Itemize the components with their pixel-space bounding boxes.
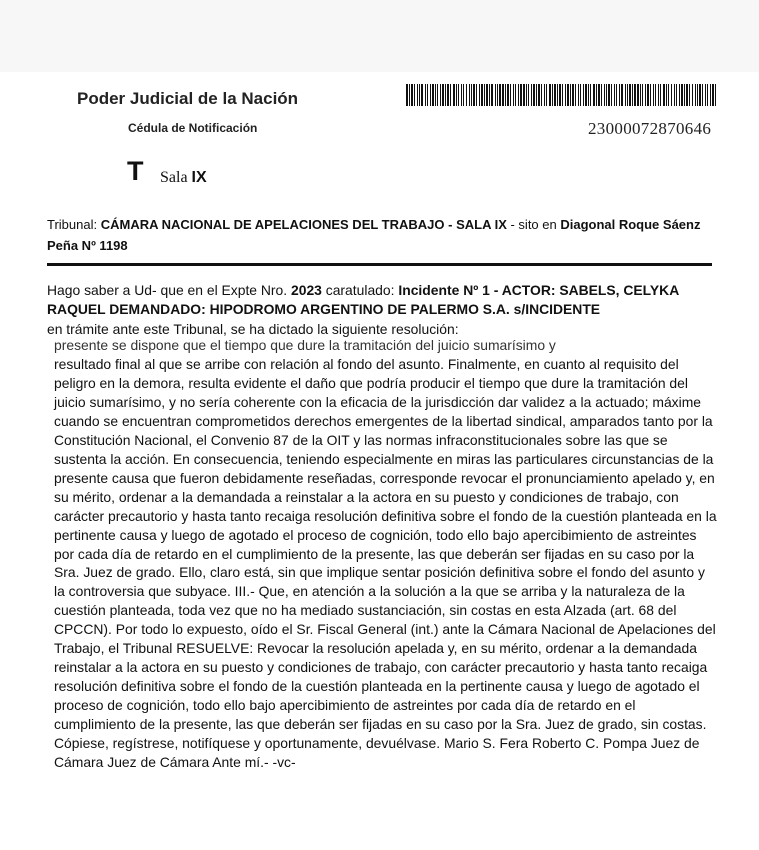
barcode-bar	[495, 84, 496, 106]
barcode-bar	[476, 84, 477, 106]
barcode-bar	[692, 84, 693, 106]
barcode-bar	[411, 84, 413, 106]
barcode-bar	[544, 84, 545, 106]
barcode-image	[406, 84, 716, 106]
barcode-bar	[619, 84, 620, 106]
page-top-band	[0, 0, 759, 72]
barcode-bar	[637, 84, 639, 106]
barcode-bar	[593, 84, 595, 106]
tribunal-name: CÁMARA NACIONAL DE APELACIONES DEL TRABAJO - SALA IX	[100, 217, 507, 232]
barcode-bar	[456, 84, 457, 106]
barcode-bar	[565, 84, 566, 106]
barcode-bar	[497, 84, 498, 106]
case-title: Incidente Nº 1 - ACTOR: SABELS, CELYKA RAQUEL DEMANDADO: HIPODROMO ARGENTINO DE PALERMO S.A. s/INCIDENTE	[47, 282, 679, 318]
barcode-bar	[432, 84, 434, 106]
barcode-bar	[406, 84, 408, 106]
barcode-bar	[642, 84, 643, 106]
tribunal-info	[47, 214, 717, 256]
barcode-bar	[681, 84, 683, 106]
barcode-bar	[653, 84, 654, 106]
barcode-bar	[570, 84, 571, 106]
barcode-bar	[502, 84, 504, 106]
barcode-bar	[417, 84, 418, 106]
barcode-bar	[578, 84, 579, 106]
barcode-bar	[686, 84, 688, 106]
expediente-year: 2023	[291, 282, 322, 298]
barcode-bar	[660, 84, 661, 106]
barcode-bar	[536, 84, 537, 106]
barcode-bar	[489, 84, 490, 106]
document-subtitle: Cédula de Notificación	[128, 121, 258, 135]
barcode-bar	[546, 84, 547, 106]
barcode-bar	[486, 84, 488, 106]
document-type-letter: T	[127, 156, 144, 186]
barcode-number: 23000072870646	[588, 119, 712, 138]
barcode-bar	[616, 84, 617, 106]
barcode-bar	[596, 84, 597, 106]
barcode-bar	[604, 84, 605, 106]
barcode-bar	[515, 84, 516, 106]
barcode-bar	[647, 84, 649, 106]
notice-intro: Hago saber a Ud- que en el Expte Nro.	[47, 282, 291, 298]
barcode-bar	[699, 84, 701, 106]
tribunal-sito-label: - sito en	[506, 217, 561, 232]
barcode-bar	[590, 84, 591, 106]
barcode-bar	[510, 84, 511, 106]
barcode-bar	[427, 84, 428, 106]
barcode-bar	[549, 84, 551, 106]
barcode-bar	[533, 84, 535, 106]
barcode-bar	[463, 84, 464, 106]
barcode-bar	[674, 84, 675, 106]
barcode-bar	[531, 84, 532, 106]
barcode-bar	[629, 84, 631, 106]
barcode-bar	[702, 84, 703, 106]
barcode-bar	[583, 84, 584, 106]
barcode-bar	[710, 84, 711, 106]
barcode-bar	[632, 84, 633, 106]
barcode-bar	[707, 84, 708, 106]
barcode-bar	[440, 84, 441, 106]
barcode-bar	[523, 84, 525, 106]
barcode-bar	[425, 84, 426, 106]
barcode-bar	[445, 84, 446, 106]
barcode-bar	[588, 84, 589, 106]
resolution-text: resultado final al que se arribe con relación al fondo del asunto. Finalmente, en cuanto al requisito del peligro en la demora, resulta evidente el daño que podría producir el tiempo que dure la tramitación del juicio sumarísimo, y no sería coherente con la eficacia de la jurisdicción dar validez a la actuado; máxime cuando se encuentran comprometidos derechos emergentes de la libertad sindical, amparados tanto por la Constitución Nacional, el Convenio 87 de la OIT y las normas infraconstitucionales sobre las que se sustenta la acción. En consecuencia, teniendo especialmente en miras las particulares circunstancias de la presente causa que fueron debidamente reseñadas, corresponde revocar el pronunciamiento apelado y, en su mérito, ordenar a la demandada a reinstalar a la actora en su puesto y condiciones de trabajo, con carácter precautorio y hasta tanto recaiga resolución definitiva sobre el fondo de la cuestión planteada en la pertinente causa y luego de agotado el proceso de cognición, todo ello bajo apercibimiento de astreintes por cada día de retardo en el cumplimiento de la presente, las que deberán ser fijadas en su caso por la Sra. Juez de grado. Ello, claro está, sin que implique sentar posición definitiva sobre el fondo del asunto y la controversia que subyace. III.- Que, en atención a la solución a la que se arriba y la naturaleza de la cuestión planteada, toda vez que no ha mediado sustanciación, sin costas en esta Alzada (art. 68 del CPCCN). Por todo lo expuesto, oído el Sr. Fiscal General (int.) ante la Cámara Nacional de Apelaciones del Trabajo, el Tribunal RESUELVE: Revocar la resolución apelada y, en su mérito, ordenar a la demandada reinstalar a la actora en su puesto y condiciones de trabajo, con carácter precautorio y hasta tanto recaiga resolución definitiva sobre el fondo de la cuestión planteada en la pertinente causa y luego de agotado el proceso de cognición, todo ello bajo apercibimiento de astreintes por cada día de retardo en el cumplimiento de la presente, las que deberán ser fijadas en su caso por la Sra. Juez de grado, sin costas. Cópiese, regístrese, notifíquese y oportunamente, devuélvase. Mario S. Fera Roberto C. Pompa Juez de Cámara Juez de Cámara Ante mí.- -vc-	[54, 356, 717, 771]
barcode-bar	[684, 84, 685, 106]
barcode-bar	[473, 84, 475, 106]
barcode-bar	[695, 84, 696, 106]
section-divider	[47, 263, 712, 266]
barcode-bar	[614, 84, 615, 106]
barcode-bar	[567, 84, 569, 106]
barcode-bar	[598, 84, 600, 106]
barcode-bar	[471, 84, 472, 106]
sala-value: IX	[191, 169, 207, 186]
barcode-bar	[663, 84, 665, 106]
barcode-bar	[507, 84, 509, 106]
barcode-bar	[611, 84, 612, 106]
barcode-bar	[461, 84, 462, 106]
barcode-bar	[552, 84, 553, 106]
barcode-bar	[640, 84, 641, 106]
barcode-bar	[430, 84, 431, 106]
barcode-bar	[666, 84, 667, 106]
tribunal-address: Diagonal Roque Sáenz Peña Nº 1198	[47, 217, 701, 253]
barcode-bar	[627, 84, 628, 106]
barcode-bar	[557, 84, 558, 106]
barcode-bar	[526, 84, 527, 106]
barcode-bar	[520, 84, 522, 106]
barcode-bar	[650, 84, 651, 106]
barcode-bar	[409, 84, 410, 106]
barcode-bar	[484, 84, 485, 106]
barcode-bar	[450, 84, 451, 106]
barcode-bar	[697, 84, 698, 106]
barcode-bar	[435, 84, 436, 106]
barcode-bar	[572, 84, 574, 106]
tribunal-label: Tribunal:	[47, 217, 101, 232]
barcode-bar	[453, 84, 455, 106]
barcode-bar	[601, 84, 602, 106]
barcode-bar	[679, 84, 680, 106]
notice-tail: en trámite ante este Tribunal, se ha dictado la siguiente resolución:	[47, 320, 459, 337]
barcode-bar	[580, 84, 581, 106]
barcode-bar	[466, 84, 467, 106]
barcode-bar	[541, 84, 542, 106]
barcode-bar	[414, 84, 415, 106]
barcode-bar	[518, 84, 519, 106]
barcode-bar	[585, 84, 587, 106]
barcode-bar	[705, 84, 706, 106]
sala-label: Sala	[160, 169, 188, 186]
org-title: Poder Judicial de la Nación	[77, 89, 299, 108]
barcode-bar	[469, 84, 470, 106]
barcode-bar	[668, 84, 669, 106]
barcode-bar	[559, 84, 561, 106]
barcode-bar	[505, 84, 506, 106]
barcode-bar	[621, 84, 623, 106]
barcode-bar	[689, 84, 690, 106]
resolution-excerpt	[54, 337, 719, 806]
barcode-bar	[655, 84, 656, 106]
barcode-bar	[715, 84, 716, 106]
barcode-bar	[479, 84, 480, 106]
barcode-bar	[421, 84, 423, 106]
barcode-bar	[658, 84, 659, 106]
notice-paragraph	[47, 281, 719, 339]
barcode-bar	[676, 84, 677, 106]
barcode-bar	[442, 84, 444, 106]
barcode-bar	[575, 84, 576, 106]
barcode-bar	[645, 84, 646, 106]
resolution-clipped-line: presente se dispone que el tiempo que dure la tramitación del juicio sumarísimo y	[54, 337, 556, 353]
barcode-bar	[712, 84, 714, 106]
notice-caratulado: caratulado:	[321, 282, 399, 298]
barcode-bar	[458, 84, 459, 106]
barcode-bar	[625, 84, 626, 106]
barcode-bar	[491, 84, 493, 106]
barcode-bar	[437, 84, 438, 106]
barcode-bar	[499, 84, 501, 106]
barcode-bar	[447, 84, 449, 106]
barcode-bar	[671, 84, 672, 106]
barcode-bar	[562, 84, 563, 106]
barcode-bar	[513, 84, 514, 106]
barcode-bar	[554, 84, 556, 106]
barcode-bar	[528, 84, 529, 106]
sala-line	[160, 169, 207, 187]
barcode-bar	[419, 84, 420, 106]
barcode-bar	[608, 84, 610, 106]
barcode-bar	[606, 84, 607, 106]
barcode-bar	[481, 84, 483, 106]
barcode-bar	[634, 84, 636, 106]
barcode-bar	[538, 84, 540, 106]
